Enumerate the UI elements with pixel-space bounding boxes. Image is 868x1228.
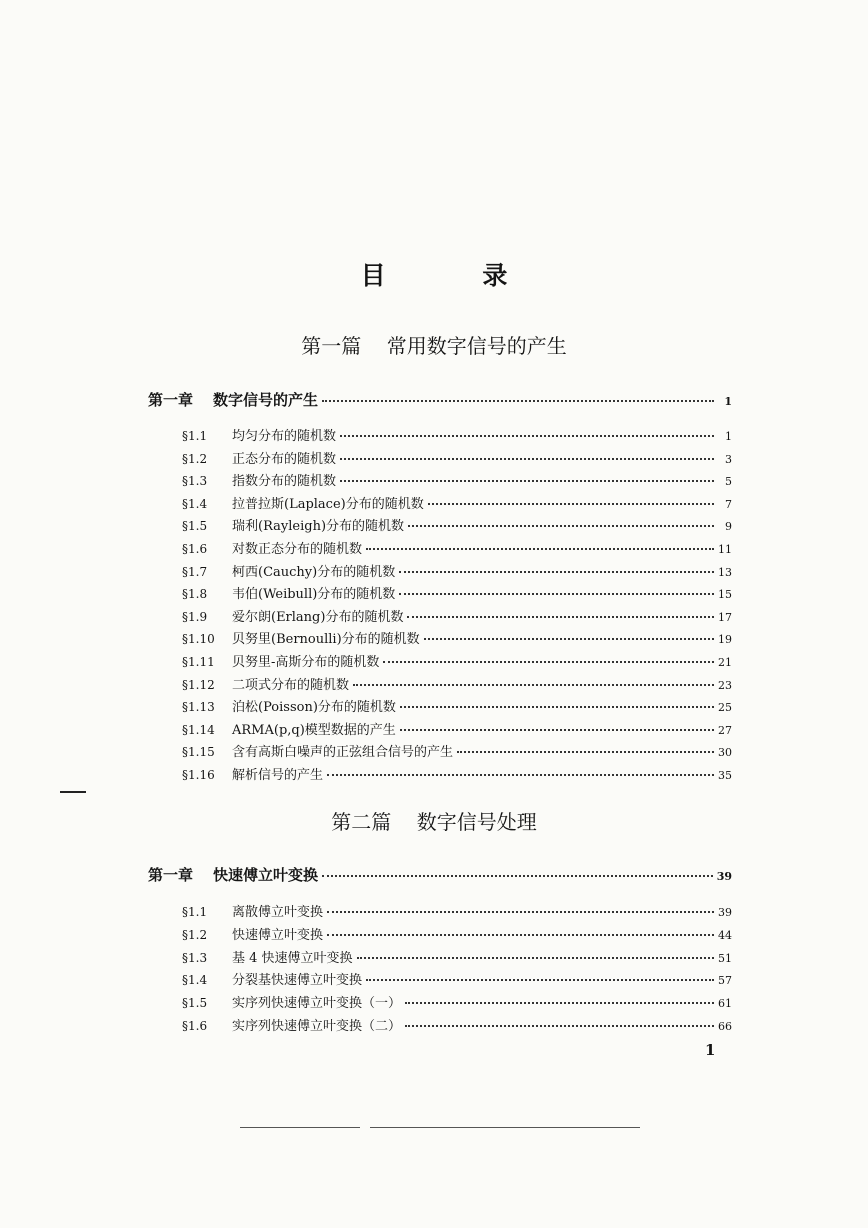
leader-dots <box>405 1025 714 1027</box>
section-title: 二项式分布的随机数 <box>232 677 350 693</box>
part-title: 第二篇 数字信号处理 <box>331 810 537 834</box>
section-title: 解析信号的产生 <box>232 768 324 783</box>
section-page: 35 <box>718 769 732 782</box>
leader-dots <box>428 503 714 505</box>
leader-dots <box>327 911 714 913</box>
section-title: 拉普拉斯(Laplace)分布的随机数 <box>232 496 424 512</box>
section-entry[interactable] <box>182 583 732 602</box>
section-number: §1.1 <box>182 429 208 443</box>
leader-dots <box>327 934 714 936</box>
section-title: 泊松(Poisson)分布的随机数 <box>232 700 396 716</box>
section-page: 7 <box>725 497 732 511</box>
leader-dots <box>340 480 714 482</box>
section-entry[interactable] <box>182 515 732 534</box>
chapter-number: 第一章 <box>148 391 194 409</box>
section-number: §1.9 <box>182 609 208 624</box>
section-page: 44 <box>718 928 732 942</box>
section-entry[interactable] <box>182 448 732 467</box>
section-entry[interactable] <box>182 606 732 625</box>
leader-dots <box>407 616 714 618</box>
section-number: §1.8 <box>182 587 208 602</box>
section-page: 66 <box>718 1020 732 1033</box>
section-entry[interactable] <box>182 741 732 760</box>
section-entry[interactable] <box>182 947 732 966</box>
section-number: §1.14 <box>182 722 215 737</box>
leader-dots <box>353 684 714 686</box>
section-number: §1.4 <box>182 973 208 988</box>
section-number: §1.1 <box>182 905 208 919</box>
section-title: 对数正态分布的随机数 <box>232 542 363 557</box>
section-page: 23 <box>718 678 732 692</box>
section-page: 5 <box>725 475 732 489</box>
section-title: 含有高斯白噪声的正弦组合信号的产生 <box>232 745 454 761</box>
section-number: §1.16 <box>182 768 215 782</box>
section-entry[interactable] <box>182 425 732 444</box>
section-title: 离散傅立叶变换 <box>232 905 324 920</box>
section-title: 均匀分布的随机数 <box>232 429 337 444</box>
section-number: §1.11 <box>182 655 215 669</box>
section-page: 13 <box>718 565 732 579</box>
section-page: 11 <box>718 543 732 556</box>
leader-dots <box>400 706 714 708</box>
section-number: §1.6 <box>182 1019 208 1033</box>
leader-dots <box>322 875 713 877</box>
chapter-title: 数字信号的产生 <box>213 391 319 409</box>
section-title: 柯西(Cauchy)分布的随机数 <box>232 564 396 580</box>
chapter-page: 1 <box>724 395 732 408</box>
section-title: 爱尔朗(Erlang)分布的随机数 <box>232 609 404 625</box>
section-page: 17 <box>718 610 732 624</box>
section-entry[interactable] <box>182 470 732 489</box>
section-page: 9 <box>725 520 732 534</box>
section-number: §1.5 <box>182 996 208 1011</box>
section-number: §1.13 <box>182 700 215 715</box>
chapter-number: 第一章 <box>148 866 194 884</box>
section-entry[interactable] <box>182 969 732 988</box>
section-number: §1.7 <box>182 564 208 579</box>
section-entry[interactable] <box>182 628 732 647</box>
section-entry[interactable] <box>182 901 732 920</box>
section-number: §1.12 <box>182 677 215 692</box>
leader-dots <box>340 458 714 460</box>
section-number: §1.2 <box>182 451 208 466</box>
section-title: 实序列快速傅立叶变换（二） <box>232 1019 402 1034</box>
section-page: 39 <box>718 906 732 919</box>
section-page: 57 <box>718 974 732 988</box>
section-title: 实序列快速傅立叶变换（一） <box>232 996 402 1012</box>
section-page: 21 <box>718 656 732 669</box>
section-title: 贝努里-高斯分布的随机数 <box>232 655 380 670</box>
section-entry[interactable] <box>182 764 732 783</box>
section-title: 指数分布的随机数 <box>232 474 337 490</box>
leader-dots <box>327 774 714 776</box>
section-title: 韦伯(Weibull)分布的随机数 <box>232 587 396 603</box>
section-number: §1.2 <box>182 927 208 942</box>
leader-dots <box>399 571 714 573</box>
leader-dots <box>340 435 714 437</box>
section-title: ARMA(p,q)模型数据的产生 <box>232 722 396 738</box>
chapter-page: 39 <box>716 870 732 883</box>
section-entry[interactable] <box>182 651 732 670</box>
section-page: 30 <box>718 746 732 760</box>
section-title: 快速傅立叶变换 <box>232 927 324 943</box>
scan-artifact-line <box>370 1127 640 1128</box>
section-entry[interactable] <box>182 493 732 512</box>
page-title: 目 录 <box>360 261 552 290</box>
section-entry[interactable] <box>182 992 732 1011</box>
leader-dots <box>383 661 714 663</box>
section-number: §1.3 <box>182 474 208 489</box>
scan-artifact-mark <box>60 791 86 793</box>
leader-dots <box>322 400 714 402</box>
leader-dots <box>400 729 714 731</box>
section-number: §1.5 <box>182 519 208 534</box>
section-page: 25 <box>718 701 732 715</box>
section-entry[interactable] <box>182 674 732 693</box>
leader-dots <box>399 593 714 595</box>
section-page: 15 <box>718 588 732 602</box>
section-entry[interactable] <box>182 719 732 738</box>
chapter-entry[interactable] <box>148 864 732 885</box>
leader-dots <box>457 751 714 753</box>
section-page: 1 <box>725 430 732 443</box>
section-entry[interactable] <box>182 538 732 557</box>
section-title: 正态分布的随机数 <box>232 451 337 467</box>
section-title: 贝努里(Bernoulli)分布的随机数 <box>232 632 420 648</box>
section-number: §1.3 <box>182 950 208 965</box>
section-entry[interactable] <box>182 561 732 580</box>
section-title: 瑞利(Rayleigh)分布的随机数 <box>232 519 405 535</box>
section-number: §1.15 <box>182 745 215 760</box>
leader-dots <box>408 525 714 527</box>
section-entry[interactable] <box>182 924 732 943</box>
part-title: 第一篇 常用数字信号的产生 <box>301 334 567 358</box>
leader-dots <box>405 1002 714 1004</box>
leader-dots <box>357 957 714 959</box>
page-number: 1 <box>705 1041 716 1059</box>
section-page: 3 <box>725 452 732 466</box>
section-page: 61 <box>718 997 732 1011</box>
leader-dots <box>366 548 714 550</box>
section-number: §1.10 <box>182 632 215 647</box>
section-page: 51 <box>718 951 732 965</box>
section-entry[interactable] <box>182 696 732 715</box>
leader-dots <box>424 638 714 640</box>
section-title: 基 4 快速傅立叶变换 <box>232 950 353 966</box>
section-number: §1.4 <box>182 496 208 511</box>
section-number: §1.6 <box>182 542 208 556</box>
section-page: 27 <box>718 723 732 737</box>
leader-dots <box>366 979 714 981</box>
scan-artifact-line <box>240 1127 360 1128</box>
chapter-entry[interactable] <box>148 389 732 410</box>
section-entry[interactable] <box>182 1015 732 1034</box>
chapter-title: 快速傅立叶变换 <box>213 866 319 884</box>
section-title: 分裂基快速傅立叶变换 <box>232 973 363 989</box>
section-page: 19 <box>718 633 732 647</box>
